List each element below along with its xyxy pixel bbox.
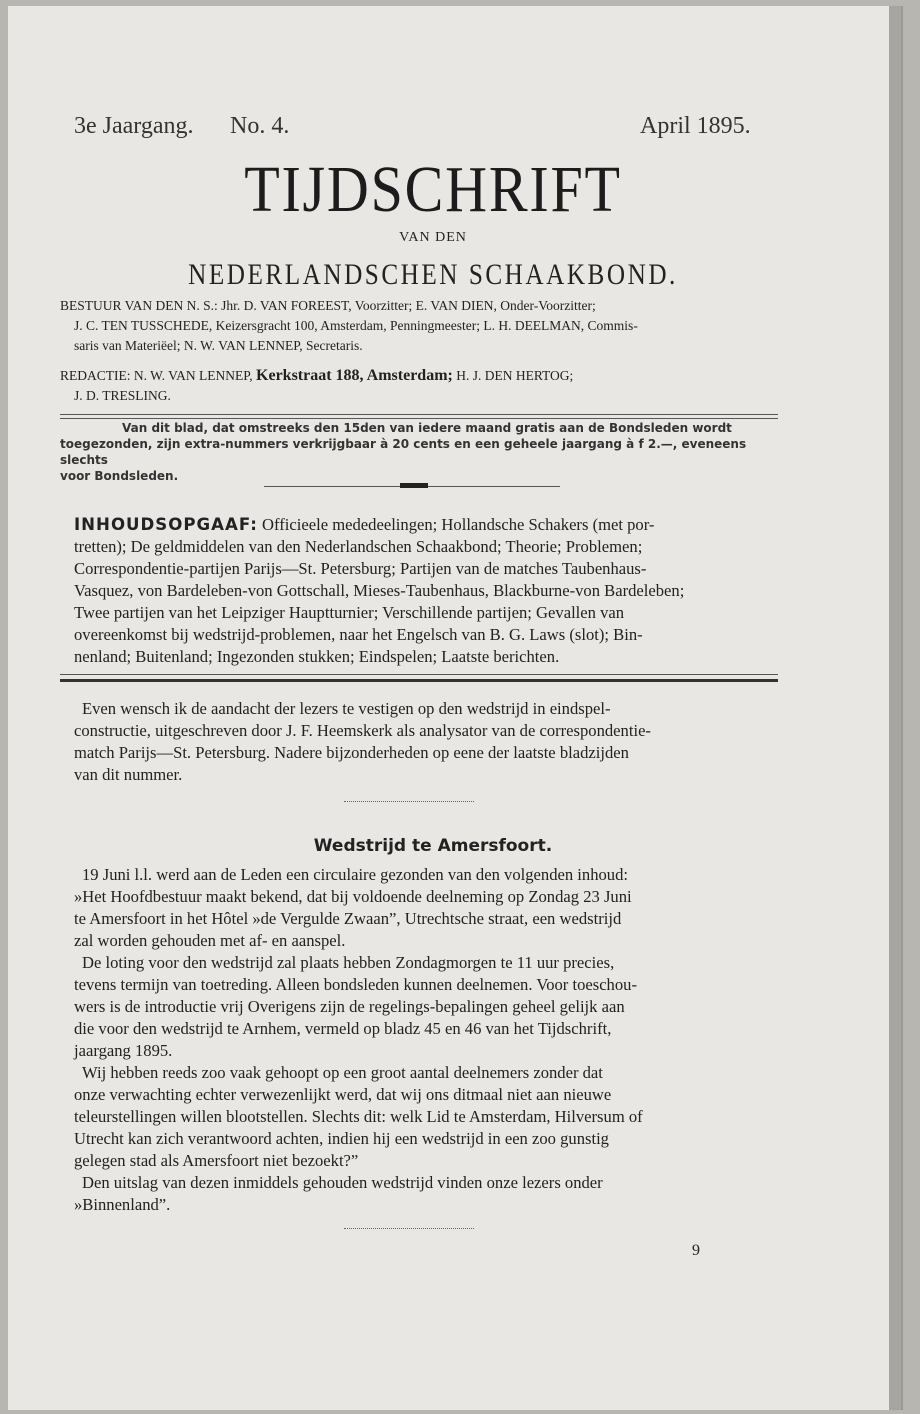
ornament-rule (344, 1228, 474, 1233)
article-line: te Amersfoort in het Hôtel »de Vergulde Zwaan”, Utrechtsche straat, een wedstrijd (74, 909, 622, 928)
article-line: gelegen stad als Amersfoort niet bezoekt?” (74, 1151, 359, 1170)
inhoudsopgave (74, 514, 778, 668)
article-line: tevens termijn van toetreding. Alleen bondsleden kunnen deelnemen. Voor toeschou- (74, 975, 637, 994)
article-line: Utrecht kan zich verantwoord achten, indien hij een wedstrijd in een zoo gunstig (74, 1129, 609, 1148)
redactie-line: J. D. TRESLING. (74, 388, 171, 403)
divider-rule (60, 414, 778, 415)
journal-title: TIJDSCHRIFT (244, 153, 622, 226)
article-line: Wij hebben reeds zoo vaak gehoopt op een groot aantal deelnemers zonder dat (82, 1063, 603, 1082)
article-line: wers is de introductie vrij Overigens zijn de regelings-bepalingen geheel gelijk aan (74, 997, 625, 1016)
subscription-notice (60, 420, 780, 484)
inhoud-line: tretten); De geldmiddelen van den Nederlandschen Schaakbond; Theorie; Problemen; (74, 537, 643, 556)
redactie-line (60, 366, 780, 386)
separator-ornament (400, 483, 428, 488)
article-line: »Binnenland”. (74, 1195, 171, 1214)
notice-line: toegezonden, zijn extra-nummers verkrijgbaar à 20 cents en een geheele jaargang à f 2.—, eveneens slechts (60, 437, 747, 467)
inhoud-line: overeenkomst bij wedstrijd-problemen, naar het Engelsch van B. G. Laws (slot); Bin- (74, 625, 643, 644)
inhoud-text: Officieele mededeelingen; Hollandsche Schakers (met por- (257, 515, 655, 534)
bestuur-line: BESTUUR VAN DEN N. S.: Jhr. D. VAN FOREEST, Voorzitter; E. VAN DIEN, Onder-Voorzitter; (60, 298, 596, 313)
redactie-address: Kerkstraat 188, Amsterdam; (256, 367, 453, 384)
inhoud-line (74, 514, 778, 536)
inhoud-line: Twee partijen van het Leipziger Hauptturnier; Verschillende partijen; Gevallen van (74, 603, 625, 622)
intro-line: match Parijs—St. Petersburg. Nadere bijzonderheden op eene der laatste bladzijden (74, 743, 629, 762)
article-line: onze verwachting echter verwezenlijkt werd, dat wij ons ditmaal niet aan nieuwe (74, 1085, 612, 1104)
ornament-rule (344, 801, 474, 806)
divider-rule (60, 418, 778, 419)
bestuur-block (60, 296, 780, 356)
article-line: die voor den wedstrijd te Arnhem, vermeld op bladz 45 en 46 van het Tijdschrift, (74, 1019, 612, 1038)
bestuur-line: J. C. TEN TUSSCHEDE, Keizersgracht 100, Amsterdam, Penningmeester; L. H. DEELMAN, Commis- (74, 318, 638, 333)
document-page (8, 6, 901, 1410)
article-line: zal worden gehouden met af- en aanspel. (74, 931, 346, 950)
intro-line: van dit nummer. (74, 765, 183, 784)
journal-subtitle: NEDERLANDSCHEN SCHAAKBOND. (188, 258, 678, 291)
divider-rule (60, 679, 778, 682)
article-line: Den uitslag van dezen inmiddels gehouden wedstrijd vinden onze lezers onder (82, 1173, 603, 1192)
article-heading: Wedstrijd te Amersfoort. (313, 836, 553, 856)
intro-line: constructie, uitgeschreven door J. F. Heemskerk als analysator van de correspondentie- (74, 721, 651, 740)
notice-line: voor Bondsleden. (60, 469, 179, 483)
redactie-editor: REDACTIE: N. W. VAN LENNEP, (60, 368, 257, 383)
article-body (74, 864, 778, 1216)
article-line: »Het Hoofdbestuur maakt bekend, dat bij voldoende deelneming op Zondag 23 Juni (74, 887, 632, 906)
issue-date: April 1895. (640, 113, 751, 139)
inhoud-line: Correspondentie-partijen Parijs—St. Petersburg; Partijen van de matches Taubenhaus- (74, 559, 647, 578)
journal-title-van-den: VAN DEN (399, 230, 467, 245)
redactie-editor-2: H. J. DEN HERTOG; (452, 368, 574, 383)
jaargang-label: 3e Jaargang. (74, 113, 194, 139)
article-line: 19 Juni l.l. werd aan de Leden een circulaire gezonden van den volgenden inhoud: (82, 865, 629, 884)
page-number: 9 (692, 1242, 700, 1259)
article-line: De loting voor den wedstrijd zal plaats hebben Zondagmorgen te 11 uur precies, (82, 953, 615, 972)
article-line: jaargang 1895. (74, 1041, 173, 1060)
issue-number: No. 4. (230, 113, 290, 139)
inhoud-label: INHOUDSOPGAAF: (74, 515, 258, 534)
article-line: teleurstellingen willen blootstellen. Slechts dit: welk Lid te Amsterdam, Hilversum of (74, 1107, 643, 1126)
inhoud-line: Vasquez, von Bardeleben-von Gottschall, Mieses-Taubenhaus, Blackburne-von Bardeleben; (74, 581, 685, 600)
inhoud-line: nenland; Buitenland; Ingezonden stukken; Eindspelen; Laatste berichten. (74, 647, 560, 666)
divider-rule (60, 674, 778, 675)
intro-line: Even wensch ik de aandacht der lezers te vestigen op den wedstrijd in eindspel- (82, 699, 611, 718)
redactie-block (60, 366, 780, 406)
notice-line: Van dit blad, dat omstreeks den 15den van iedere maand gratis aan de Bondsleden wordt (122, 421, 732, 435)
bestuur-line: saris van Materiëel; N. W. VAN LENNEP, Secretaris. (74, 338, 363, 353)
page-edge (889, 6, 901, 1410)
intro-paragraph (74, 698, 778, 786)
